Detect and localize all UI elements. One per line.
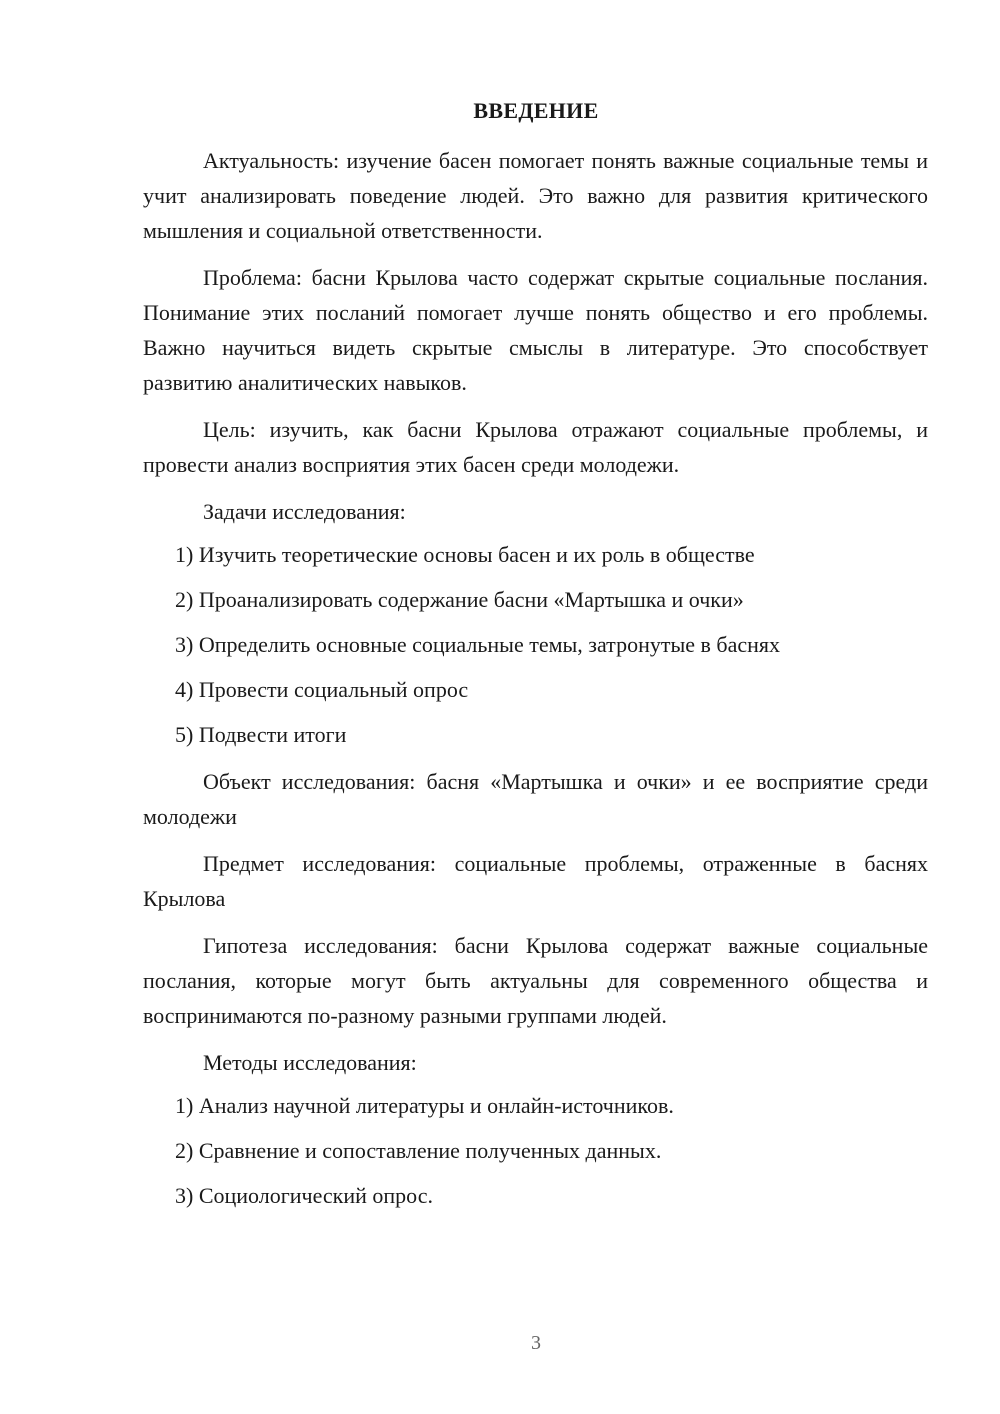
methods-list [143,1088,928,1213]
list-item: 2) Проанализировать содержание басни «Мартышка и очки» [175,587,744,612]
object-paragraph: Объект исследования: басня «Мартышка и очки» и ее восприятие среди молодежи [143,769,928,829]
goal-paragraph: Цель: изучить, как басни Крылова отражают социальные проблемы, и провести анализ восприятия этих басен среди молодежи. [143,417,928,477]
document-body [143,143,928,1225]
subject-paragraph: Предмет исследования: социальные проблемы, отраженные в баснях Крылова [143,851,928,911]
tasks-title: Задачи исследования: [203,499,406,524]
relevance-paragraph: Актуальность: изучение басен помогает понять важные социальные темы и учит анализировать поведение людей. Это важно для развития критического мышления и социальной ответственности. [143,148,928,243]
hypothesis-paragraph: Гипотеза исследования: басни Крылова содержат важные социальные послания, которые могут быть актуальны для современного общества и воспринимаются по-разному разными группами людей. [143,933,928,1028]
list-item: 3) Социологический опрос. [175,1183,433,1208]
list-item: 4) Провести социальный опрос [175,677,469,702]
list-item: 5) Подвести итоги [175,722,347,747]
page-number: 3 [531,1332,541,1354]
list-item: 2) Сравнение и сопоставление полученных данных. [175,1138,662,1163]
problem-paragraph: Проблема: басни Крылова часто содержат скрытые социальные послания. Понимание этих посланий помогает лучше понять общество и его проблемы. Важно научиться видеть скрытые смыслы в литературе. Это способствует развитию аналитических навыков. [143,265,928,395]
list-item: 1) Анализ научной литературы и онлайн-источников. [175,1093,674,1118]
section-heading: ВВЕДЕНИЕ [473,98,599,123]
list-item: 3) Определить основные социальные темы, затронутые в баснях [175,632,780,657]
methods-title: Методы исследования: [203,1050,417,1075]
list-item: 1) Изучить теоретические основы басен и их роль в обществе [175,542,755,567]
tasks-list [143,537,928,752]
